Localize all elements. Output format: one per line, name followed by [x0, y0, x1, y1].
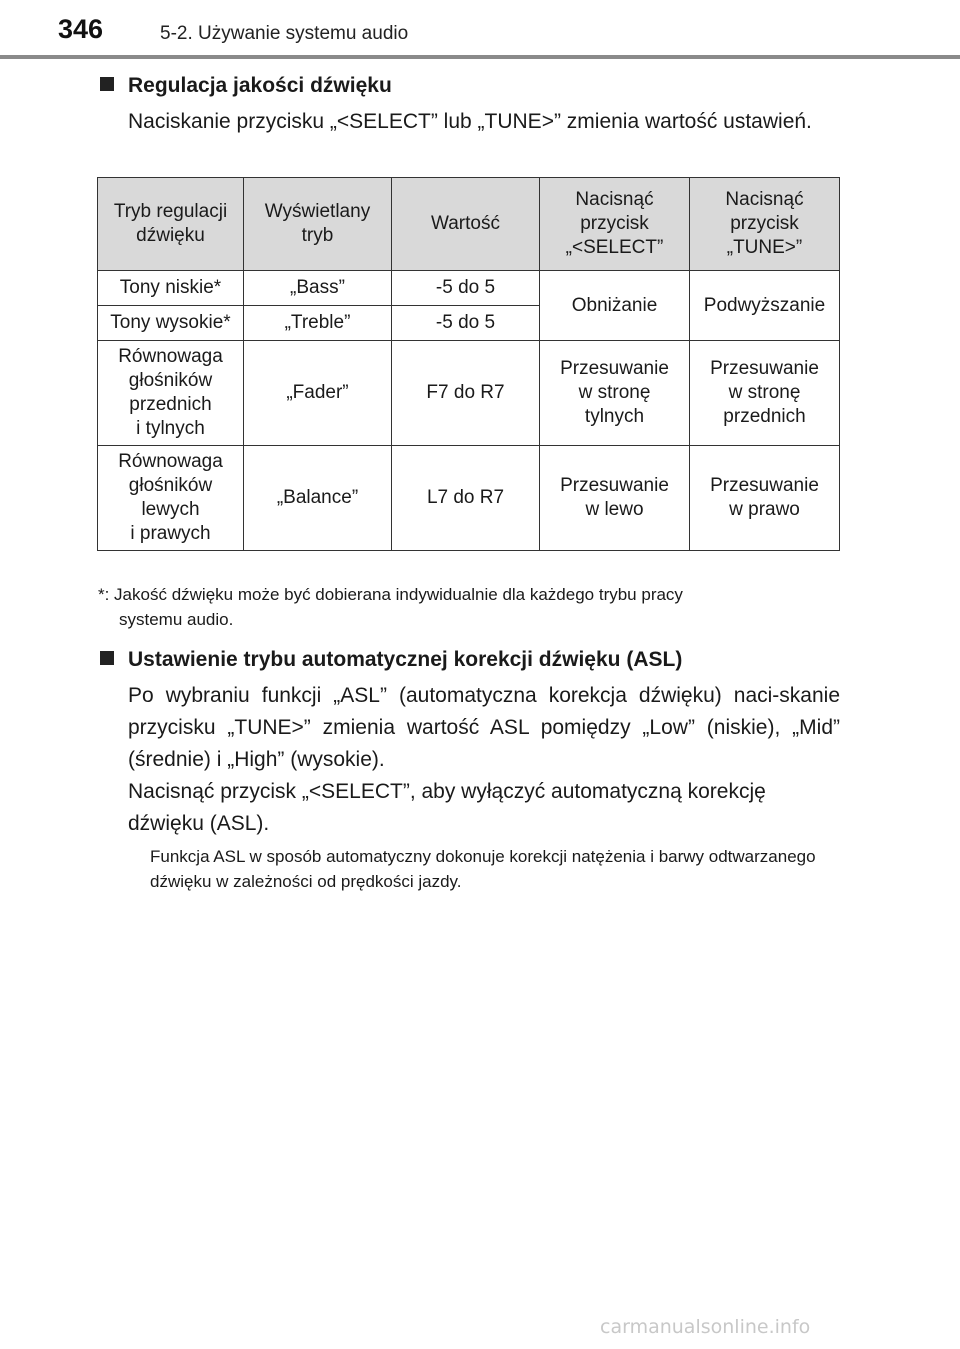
table-cell: „Fader” [244, 341, 392, 446]
asl-paragraph: Po wybraniu funkcji „ASL” (automatyczna korekcja dźwięku) naci-skanie przycisku „TUNE>” zmienia wartość ASL pomiędzy „Low” (niskie), „Mid” (średnie) i „High” (wysokie). [128, 684, 840, 771]
page-number: 346 [58, 14, 104, 44]
table-cell: „Balance” [244, 446, 392, 551]
table-cell: Przesuwanie w lewo [540, 446, 690, 551]
asl-note: Funkcja ASL w sposób automatyczny dokonuje korekcji natężenia i barwy odtwarzanego dźwięku w zależności od prędkości jazdy. [150, 847, 816, 891]
table-cell: L7 do R7 [392, 446, 540, 551]
watermark-text: carmanualsonline.info [600, 1316, 811, 1338]
table-cell: Przesuwanie w stronę przednich [690, 341, 840, 446]
table-cell: Obniżanie [540, 271, 690, 341]
table-cell: Podwyższanie [690, 271, 840, 341]
table-header-row [98, 178, 840, 271]
table-row [98, 341, 840, 446]
table-cell: „Treble” [244, 306, 392, 341]
table-footnote [98, 582, 840, 632]
table-cell: Równowaga głośników lewych i prawych [98, 446, 244, 551]
table-header-cell: Wartość [392, 178, 540, 271]
section-heading-asl [100, 648, 682, 672]
table-cell: Przesuwanie w prawo [690, 446, 840, 551]
section-heading-text: Ustawienie trybu automatycznej korekcji dźwięku (ASL) [128, 648, 683, 671]
sound-settings-table [97, 177, 840, 551]
table-cell: -5 do 5 [392, 306, 540, 341]
square-bullet-icon [100, 651, 114, 665]
section-heading-text: Regulacja jakości dźwięku [128, 74, 392, 97]
square-bullet-icon [100, 77, 114, 91]
table-cell: Tony wysokie* [98, 306, 244, 341]
section-paragraph: Naciskanie przycisku „<SELECT” lub „TUNE>” zmienia wartość ustawień. [128, 110, 812, 133]
chapter-title: 5-2. Używanie systemu audio [160, 23, 409, 44]
asl-paragraph: Nacisnąć przycisk „<SELECT”, aby wyłączyć automatyczną korekcję dźwięku (ASL). [128, 780, 766, 835]
table-cell: Tony niskie* [98, 271, 244, 306]
table-cell: -5 do 5 [392, 271, 540, 306]
section-heading-sound-quality [100, 74, 392, 98]
table-header-cell: Tryb regulacji dźwięku [98, 178, 244, 271]
table-cell: Przesuwanie w stronę tylnych [540, 341, 690, 446]
table-cell: „Bass” [244, 271, 392, 306]
header-divider [0, 55, 960, 59]
table-header-cell: Nacisnąć przycisk „TUNE>” [690, 178, 840, 271]
table-cell: F7 do R7 [392, 341, 540, 446]
table-row [98, 271, 840, 306]
table-header-cell: Nacisnąć przycisk „<SELECT” [540, 178, 690, 271]
table-row [98, 446, 840, 551]
page-header [0, 0, 960, 60]
table-header-cell: Wyświetlany tryb [244, 178, 392, 271]
footnote-line: systemu audio. [119, 610, 234, 629]
footnote-line: *: Jakość dźwięku może być dobierana indywidualnie dla każdego trybu pracy [98, 585, 683, 604]
table-cell: Równowaga głośników przednich i tylnych [98, 341, 244, 446]
